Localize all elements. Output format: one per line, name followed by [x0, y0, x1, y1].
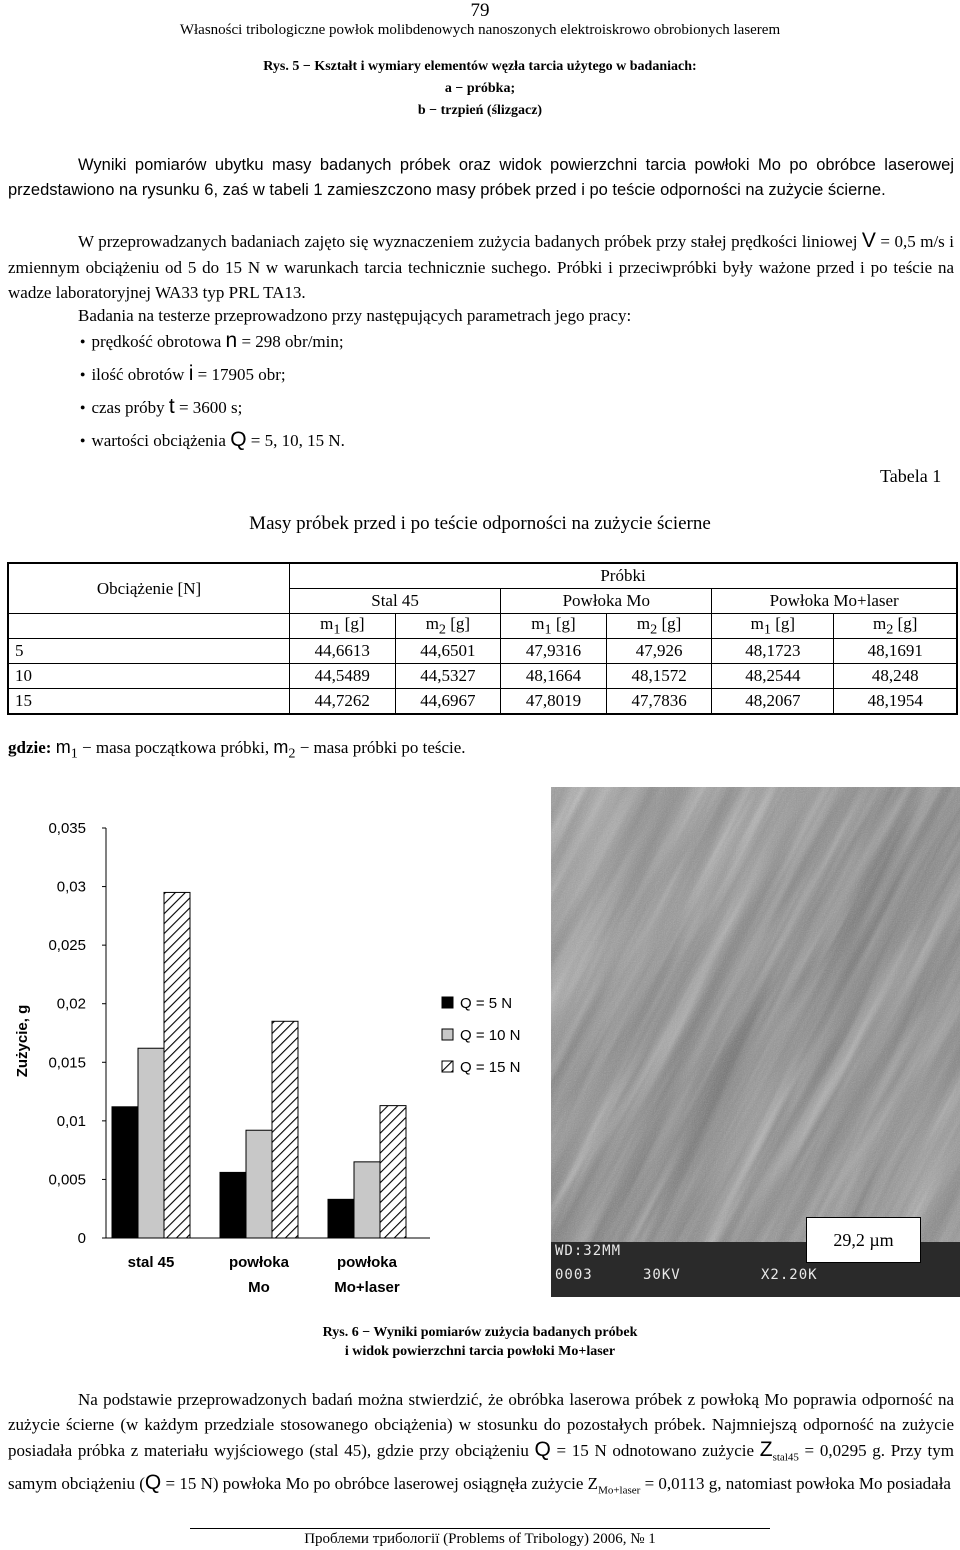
table-label: Tabela 1	[880, 466, 942, 486]
bar	[138, 1048, 164, 1238]
wear-bar-chart	[0, 790, 550, 1310]
mass-column-header: $m_2$ [g]	[606, 614, 712, 639]
y-tick-label: 0,025	[48, 937, 86, 955]
table-title: Masy próbek przed i po teście odporności na zużycie ścierne	[249, 513, 711, 534]
y-tick-label: 0,015	[48, 1054, 86, 1072]
paragraph-results: Wyniki pomiarów ubytku masy badanych próbek oraz widok powierzchni tarcia powłoki Mo po obróbce laserowej przedstawiono na rysunku 6, zaś w tabeli 1 zamieszczono masy próbek przed i po teście odporności na zużycie ścierne.	[8, 156, 954, 199]
list-item: ● prędkość obrotowa n = 298 obr/min;	[80, 326, 345, 359]
x-category-label: powłoka	[228, 1254, 290, 1271]
mass-column-header: $m_2$ [g]	[395, 614, 501, 639]
bar	[328, 1199, 354, 1238]
sem-voltage: 30KV	[643, 1267, 681, 1283]
caption-line: Rys. 5 − Kształt i wymiary elementów węzła tarcia użytego w badaniach:	[263, 59, 697, 74]
y-tick-label: 0,005	[48, 1171, 86, 1189]
legend-label: Q = 5 N	[460, 995, 513, 1012]
list-item: ● czas próby t = 3600 s;	[80, 392, 345, 425]
page-number: 79	[470, 0, 490, 21]
figure-6-caption	[200, 1323, 760, 1361]
load-header-spacer	[8, 614, 290, 639]
table-legend-note: gdzie: $m_1$ − masa początkowa próbki, $m_2$ − masa próbki po teście.	[8, 737, 466, 762]
mass-column-header: $m_1$ [g]	[712, 614, 834, 639]
sem-image-number: 0003	[555, 1267, 593, 1283]
paragraph-method: W przeprowadzanych badaniach zajęto się wyznaczeniem zużycia badanych próbek przy stałej prędkości liniowej V = 0,5 m/s i zmiennym obciążeniu od 5 do 15 N w warunkach tarcia technicznie suchego. Próbki i przeciwpróbki były ważone przed i po teście na wadze laboratoryjnej WA33 typ PRL TA13.	[8, 229, 954, 302]
bar	[272, 1021, 298, 1238]
footer-rule	[190, 1528, 770, 1529]
load-header: Obciążenie [N]	[8, 563, 290, 614]
sem-magnification: X2.20K	[761, 1267, 818, 1283]
sem-wd-label: WD:32MM	[555, 1243, 622, 1259]
y-tick-label: 0,01	[56, 1112, 86, 1130]
bar	[354, 1162, 380, 1238]
caption-line: Rys. 6 − Wyniki pomiarów zużycia badanych próbek	[322, 1325, 638, 1340]
material-header: Powłoka Mo	[501, 589, 712, 614]
x-category-label: Mo	[248, 1279, 270, 1296]
table-row: 10 44,5489 44,5327 48,1664 48,1572 48,2544 48,248	[8, 664, 957, 689]
legend-swatch	[442, 997, 453, 1008]
y-tick-label: 0,03	[56, 878, 86, 896]
list-item: ● wartości obciążenia Q = 5, 10, 15 N.	[80, 425, 345, 458]
x-category-label: stal 45	[127, 1254, 175, 1271]
material-header: Stal 45	[290, 589, 501, 614]
caption-line: i widok powierzchni tarcia powłoki Mo+laser	[344, 1344, 616, 1359]
mass-column-header: $m_2$ [g]	[834, 614, 957, 639]
x-category-label: Mo+laser	[334, 1279, 400, 1296]
bar	[164, 892, 190, 1238]
y-tick-label: 0,02	[56, 995, 86, 1013]
y-axis-label: Zużycie, g	[14, 1004, 31, 1078]
scale-bar-label: 29,2 µm	[806, 1217, 921, 1263]
mass-column-header: $m_1$ [g]	[290, 614, 396, 639]
caption-line: a − próbka;	[444, 81, 516, 96]
table-row: 5 44,6613 44,6501 47,9316 47,926 48,1723 48,1691	[8, 639, 957, 664]
mass-table	[7, 562, 958, 715]
legend-label: Q = 15 N	[460, 1059, 521, 1076]
figure-5-caption	[150, 56, 810, 122]
legend-swatch	[442, 1061, 453, 1072]
legend-label: Q = 10 N	[460, 1027, 521, 1044]
samples-header: Próbki	[290, 563, 958, 589]
caption-line: b − trzpień (ślizgacz)	[417, 103, 543, 118]
bar	[246, 1130, 272, 1238]
paragraph-parameters: Badania na testerze przeprowadzono przy następujących parametrach jego pracy:	[78, 306, 632, 325]
parameter-list	[80, 326, 345, 458]
y-tick-label: 0	[77, 1230, 86, 1247]
x-category-label: powłoka	[336, 1254, 398, 1271]
bar	[112, 1107, 138, 1238]
paragraph-conclusion: Na podstawie przeprowadzonych badań można stwierdzić, że obróbka laserowa próbek z powłoką Mo poprawia odporność na zużycie ścierne (w każdym przedziale stosowanego obciążenia) w stosunku do pozostałych próbek. Najmniejszą odporność na zużycie posiadała próbka z materiału wyjściowego (stal 45), gdzie przy obciążeniu Q = 15 N odnotowano zużycie $Z_{stal45} = 0,0295$ g. Przy tym samym obciążeniu (Q = 15 N) powłoka Mo po obróbce laserowej osiągnęła zużycie $Z_{Mo+laser} = 0,0113$ g, natomiast powłoka Mo posiadała	[8, 1390, 954, 1497]
material-header: Powłoka Mo+laser	[712, 589, 957, 614]
list-item: ● ilość obrotów i = 17905 obr;	[80, 359, 345, 392]
bar	[380, 1106, 406, 1238]
y-tick-label: 0,035	[48, 820, 86, 837]
journal-footer: Проблеми трибології (Problems of Tribology) 2006, № 1	[304, 1531, 656, 1547]
legend-swatch	[442, 1029, 453, 1040]
bar	[220, 1172, 246, 1238]
table-row: 15 44,7262 44,6967 47,8019 47,7836 48,2067 48,1954	[8, 689, 957, 715]
running-title: Własności tribologiczne powłok molibdenowych nanoszonych elektroiskrowo obrobionych laserem	[179, 22, 781, 38]
mass-column-header: $m_1$ [g]	[501, 614, 607, 639]
